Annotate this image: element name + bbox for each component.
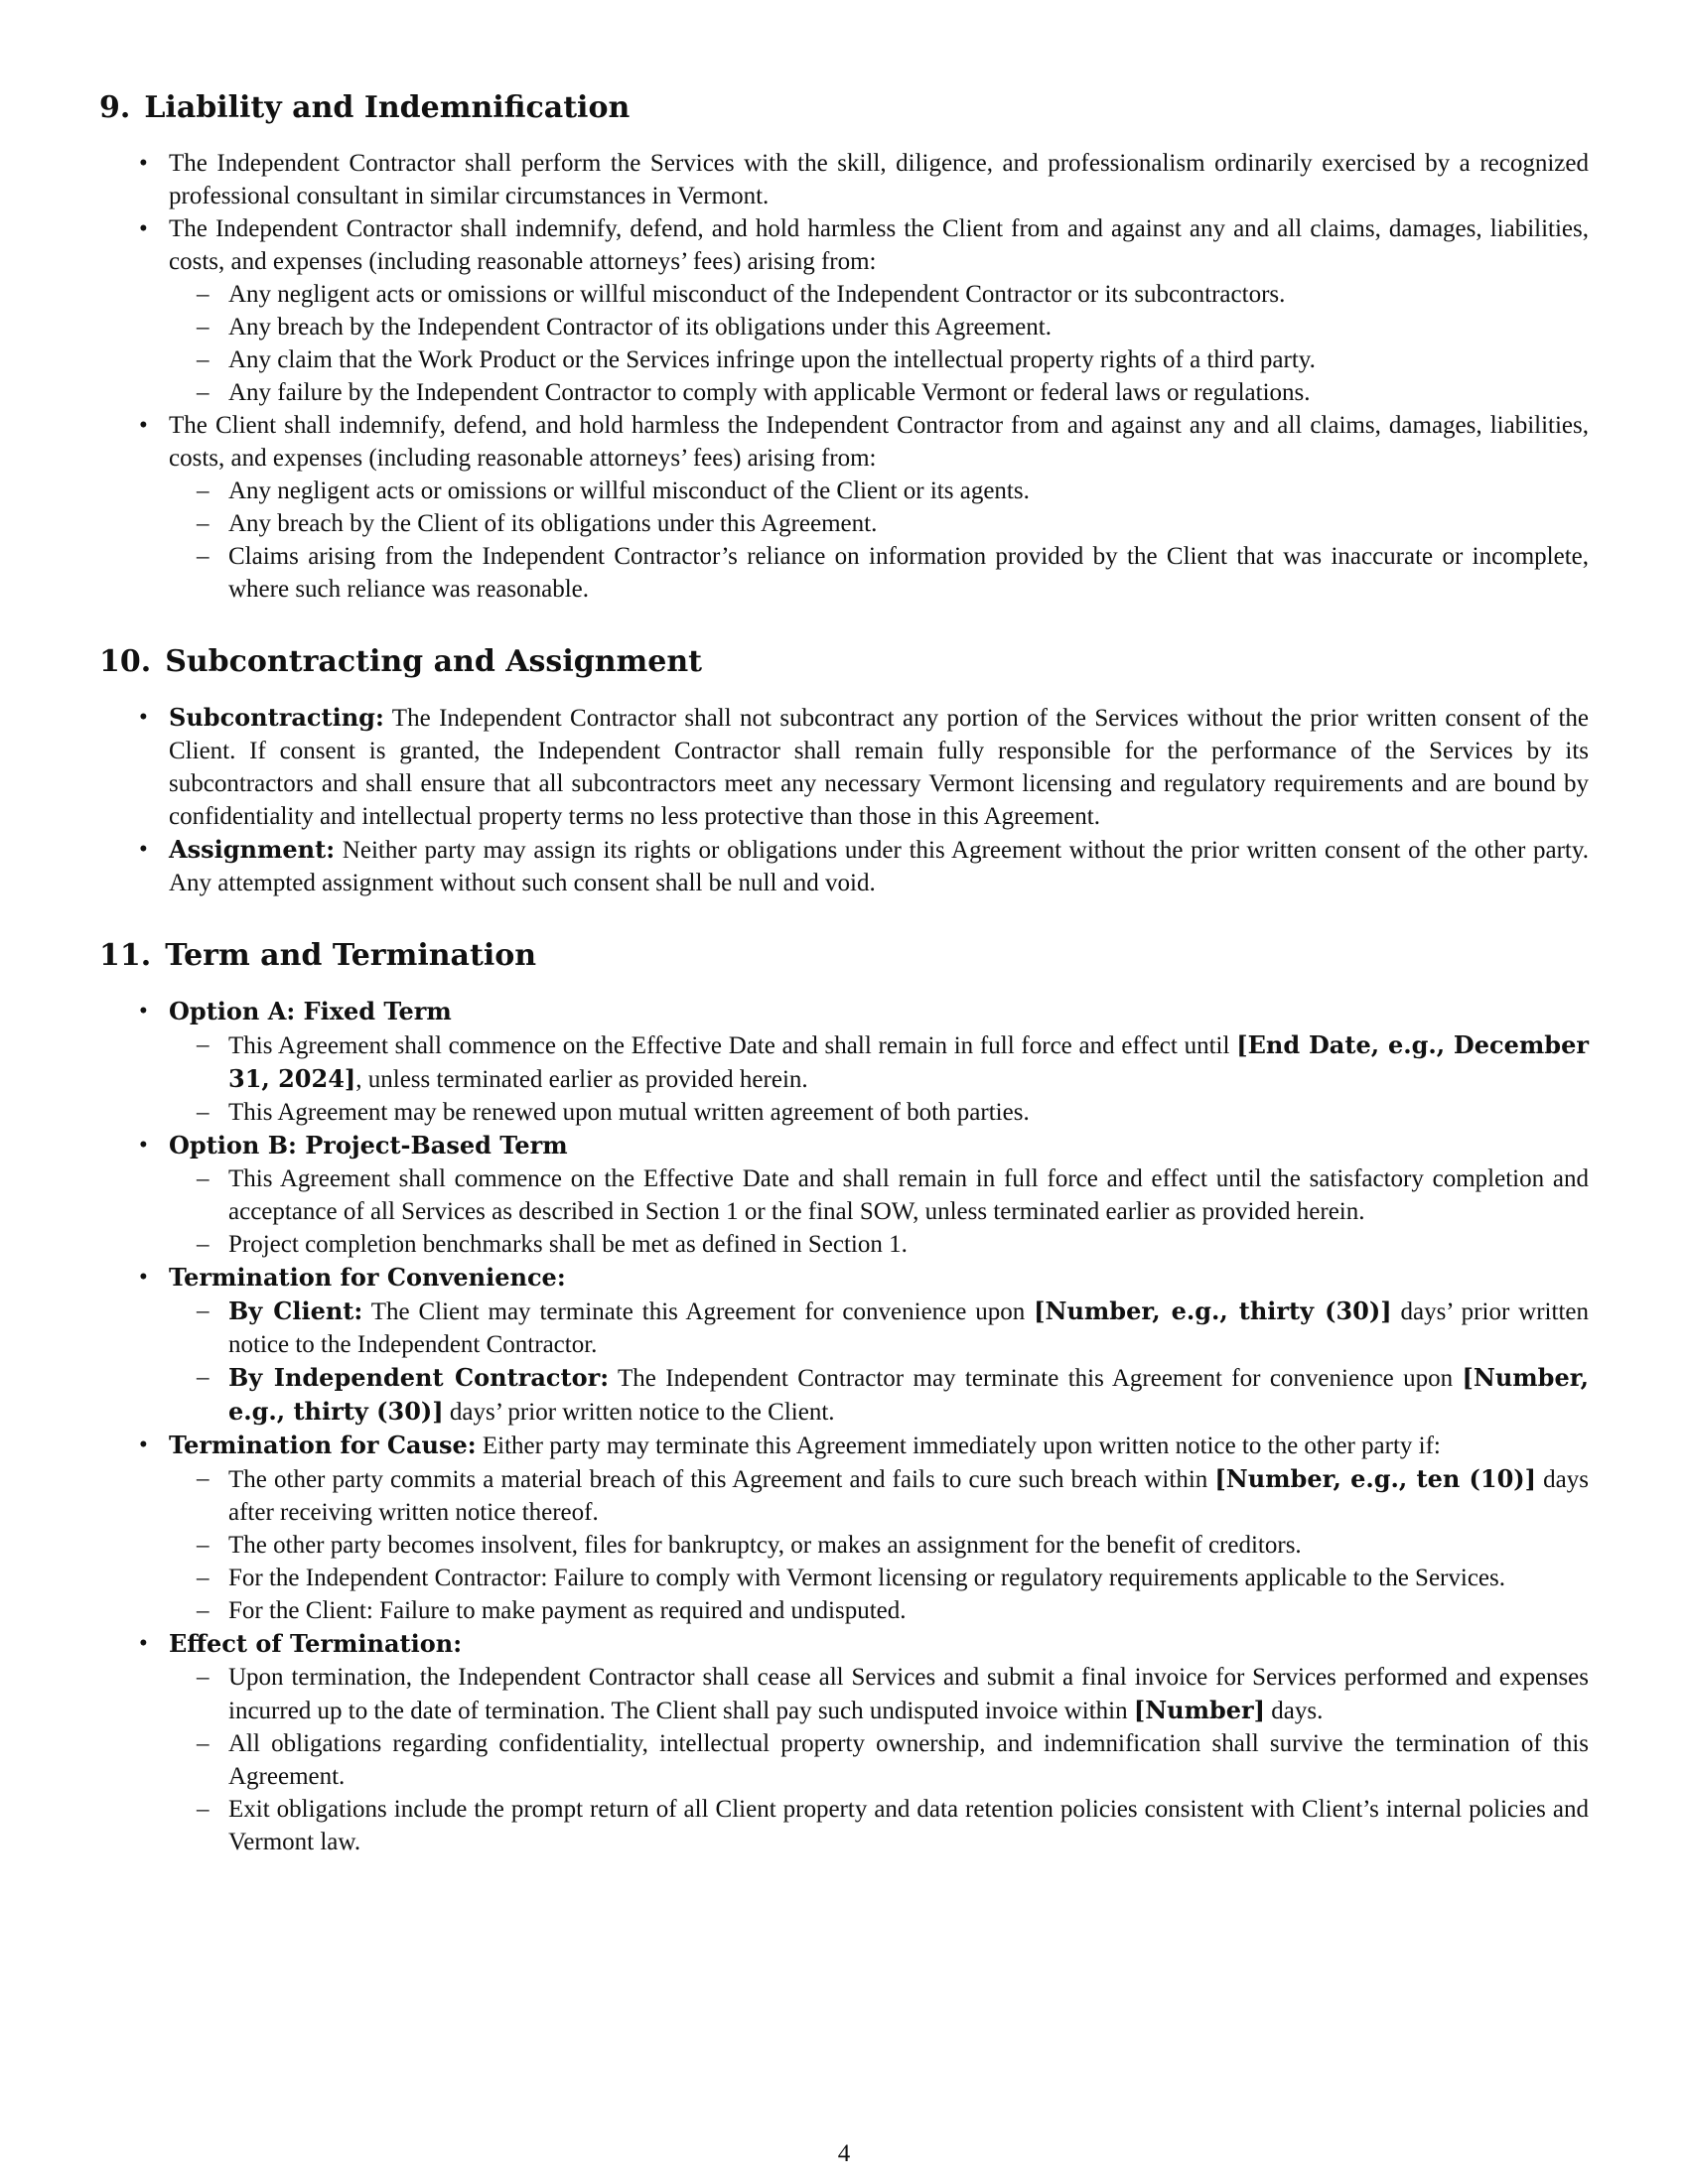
sub-list-item: – This Agreement shall commence on the Effective Date and shall remain in full force and effect until [End Date, e.g., December 31, 2024], unless terminated earlier as provided herein.: [228, 1028, 1589, 1096]
sub-list: [169, 475, 1589, 606]
sub-list-item: – Project completion benchmarks shall be met as defined in Section 1.: [228, 1228, 1589, 1261]
list-item: • Subcontracting: The Independent Contractor shall not subcontract any portion of the Services without the prior written consent of the Client. If consent is granted, the Independent Contractor shall remain fully responsible for the performance of the Services by its subcontractors and shall ensure that all subcontractors meet any necessary Vermont licensing and regulatory requirements and are bound by confidentiality and intellectual property terms no less protective than those in this Agreement.: [169, 701, 1589, 833]
bullet-list: [99, 995, 1589, 1858]
bullet-list: [99, 147, 1589, 606]
sub-list-item: – Exit obligations include the prompt return of all Client property and data retention policies consistent with Client’s internal policies and Vermont law.: [228, 1793, 1589, 1858]
sub-list-item: – Any negligent acts or omissions or willful misconduct of the Client or its agents.: [228, 475, 1589, 507]
sub-list-item: – By Client: The Client may terminate this Agreement for convenience upon [Number, e.g., thirty (30)] days’ prior written notice to the Independent Contractor.: [228, 1295, 1589, 1361]
list-item: • The Independent Contractor shall perform the Services with the skill, diligence, and professionalism ordinarily exercised by a recognized professional consultant in similar circumstances in Vermont.: [169, 147, 1589, 212]
sub-list-item: – Any claim that the Work Product or the Services infringe upon the intellectual property rights of a third party.: [228, 343, 1589, 376]
list-item: • Effect of Termination: – Upon termination, the Independent Contractor shall cease all Services and submit a final invoice for Services performed and expenses incurred up to the date of termination. The Client shall pay such undisputed invoice within [Number] days. – All obligations regarding confidentiality, intellectual property ownership, and indemnification shall survive the termination of this Agreement. – Exit obligations include the prompt return of all Client property and data retention policies consistent with Client’s internal policies and Vermont law.: [169, 1627, 1589, 1858]
sub-list-item: – The other party commits a material breach of this Agreement and fails to cure such breach within [Number, e.g., ten (10)] days after receiving written notice thereof.: [228, 1462, 1589, 1529]
sub-list-item: – This Agreement shall commence on the Effective Date and shall remain in full force and effect until the satisfactory completion and acceptance of all Services as described in Section 1 or the final SOW, unless terminated earlier as provided herein.: [228, 1162, 1589, 1228]
sub-list-item: – For the Independent Contractor: Failure to comply with Vermont licensing or regulatory requirements applicable to the Services.: [228, 1562, 1589, 1594]
section-subcontracting: [99, 643, 1589, 899]
bullet-list: [99, 701, 1589, 899]
sub-list-item: – By Independent Contractor: The Independent Contractor may terminate this Agreement for convenience upon [Number, e.g., thirty (30)] days’ prior written notice to the Client.: [228, 1361, 1589, 1429]
sub-list: [169, 1462, 1589, 1627]
list-item: • Termination for Cause: Either party may terminate this Agreement immediately upon written notice to the other party if: – The other party commits a material breach of this Agreement and fails to cure such breach within [Number, e.g., ten (10)] days after receiving written notice thereof. – The other party becomes insolvent, files for bankruptcy, or makes an assignment for the benefit of creditors. – For the Independent Contractor: Failure to comply with Vermont licensing or regulatory requirements applicable to the Services. – For the Client: Failure to make payment as required and undisputed.: [169, 1429, 1589, 1627]
sub-list: [169, 1028, 1589, 1129]
sub-list-item: – Claims arising from the Independent Contractor’s reliance on information provided by the Client that was inaccurate or incomplete, where such reliance was reasonable.: [228, 540, 1589, 606]
list-item: • Termination for Convenience: – By Client: The Client may terminate this Agreement for convenience upon [Number, e.g., thirty (30)] days’ prior written notice to the Independent Contractor. – By Independent Contractor: The Independent Contractor may terminate this Agreement for convenience upon [Number, e.g., thirty (30)] days’ prior written notice to the Client.: [169, 1261, 1589, 1429]
document-page: [99, 89, 1589, 1896]
sub-list-item: – For the Client: Failure to make payment as required and undisputed.: [228, 1594, 1589, 1627]
section-term-termination: [99, 937, 1589, 1858]
list-item: • The Client shall indemnify, defend, and hold harmless the Independent Contractor from and against any and all claims, damages, liabilities, costs, and expenses (including reasonable attorneys’ fees) arising from: – Any negligent acts or omissions or willful misconduct of the Client or its agents. – Any breach by the Client of its obligations under this Agreement. – Claims arising from the Independent Contractor’s reliance on information provided by the Client that was inaccurate or incomplete, where such reliance was reasonable.: [169, 409, 1589, 606]
sub-list-item: – Any failure by the Independent Contractor to comply with applicable Vermont or federal laws or regulations.: [228, 376, 1589, 409]
sub-list: [169, 1162, 1589, 1261]
list-item: • Assignment: Neither party may assign its rights or obligations under this Agreement without the prior written consent of the other party. Any attempted assignment without such consent shall be null and void.: [169, 833, 1589, 899]
list-item: • Option A: Fixed Term – This Agreement shall commence on the Effective Date and shall remain in full force and effect until [End Date, e.g., December 31, 2024], unless terminated earlier as provided herein. – This Agreement may be renewed upon mutual written agreement of both parties.: [169, 995, 1589, 1129]
section-heading: 10. Subcontracting and Assignment: [99, 644, 703, 679]
sub-list-item: – Upon termination, the Independent Contractor shall cease all Services and submit a final invoice for Services performed and expenses incurred up to the date of termination. The Client shall pay such undisputed invoice within [Number] days.: [228, 1661, 1589, 1727]
sub-list: [169, 1295, 1589, 1429]
page-number: 4: [837, 2140, 851, 2167]
sub-list-item: – Any negligent acts or omissions or willful misconduct of the Independent Contractor or its subcontractors.: [228, 278, 1589, 311]
list-item: • Option B: Project-Based Term – This Agreement shall commence on the Effective Date and shall remain in full force and effect until the satisfactory completion and acceptance of all Services as described in Section 1 or the final SOW, unless terminated earlier as provided herein. – Project completion benchmarks shall be met as defined in Section 1.: [169, 1129, 1589, 1261]
list-item: • The Independent Contractor shall indemnify, defend, and hold harmless the Client from and against any and all claims, damages, liabilities, costs, and expenses (including reasonable attorneys’ fees) arising from: – Any negligent acts or omissions or willful misconduct of the Independent Contractor or its subcontractors. – Any breach by the Independent Contractor of its obligations under this Agreement. – Any claim that the Work Product or the Services infringe upon the intellectual property rights of a third party. – Any failure by the Independent Contractor to comply with applicable Vermont or federal laws or regulations.: [169, 212, 1589, 409]
sub-list-item: – Any breach by the Independent Contractor of its obligations under this Agreement.: [228, 311, 1589, 343]
sub-list-item: – Any breach by the Client of its obligations under this Agreement.: [228, 507, 1589, 540]
sub-list-item: – All obligations regarding confidentiality, intellectual property ownership, and indemnification shall survive the termination of this Agreement.: [228, 1727, 1589, 1793]
section-liability: [99, 89, 1589, 606]
sub-list-item: – The other party becomes insolvent, files for bankruptcy, or makes an assignment for the benefit of creditors.: [228, 1529, 1589, 1562]
sub-list-item: – This Agreement may be renewed upon mutual written agreement of both parties.: [228, 1096, 1589, 1129]
sub-list: [169, 1661, 1589, 1858]
section-heading: 11. Term and Termination: [99, 938, 537, 973]
sub-list: [169, 278, 1589, 409]
section-heading: 9. Liability and Indemnification: [99, 90, 631, 125]
